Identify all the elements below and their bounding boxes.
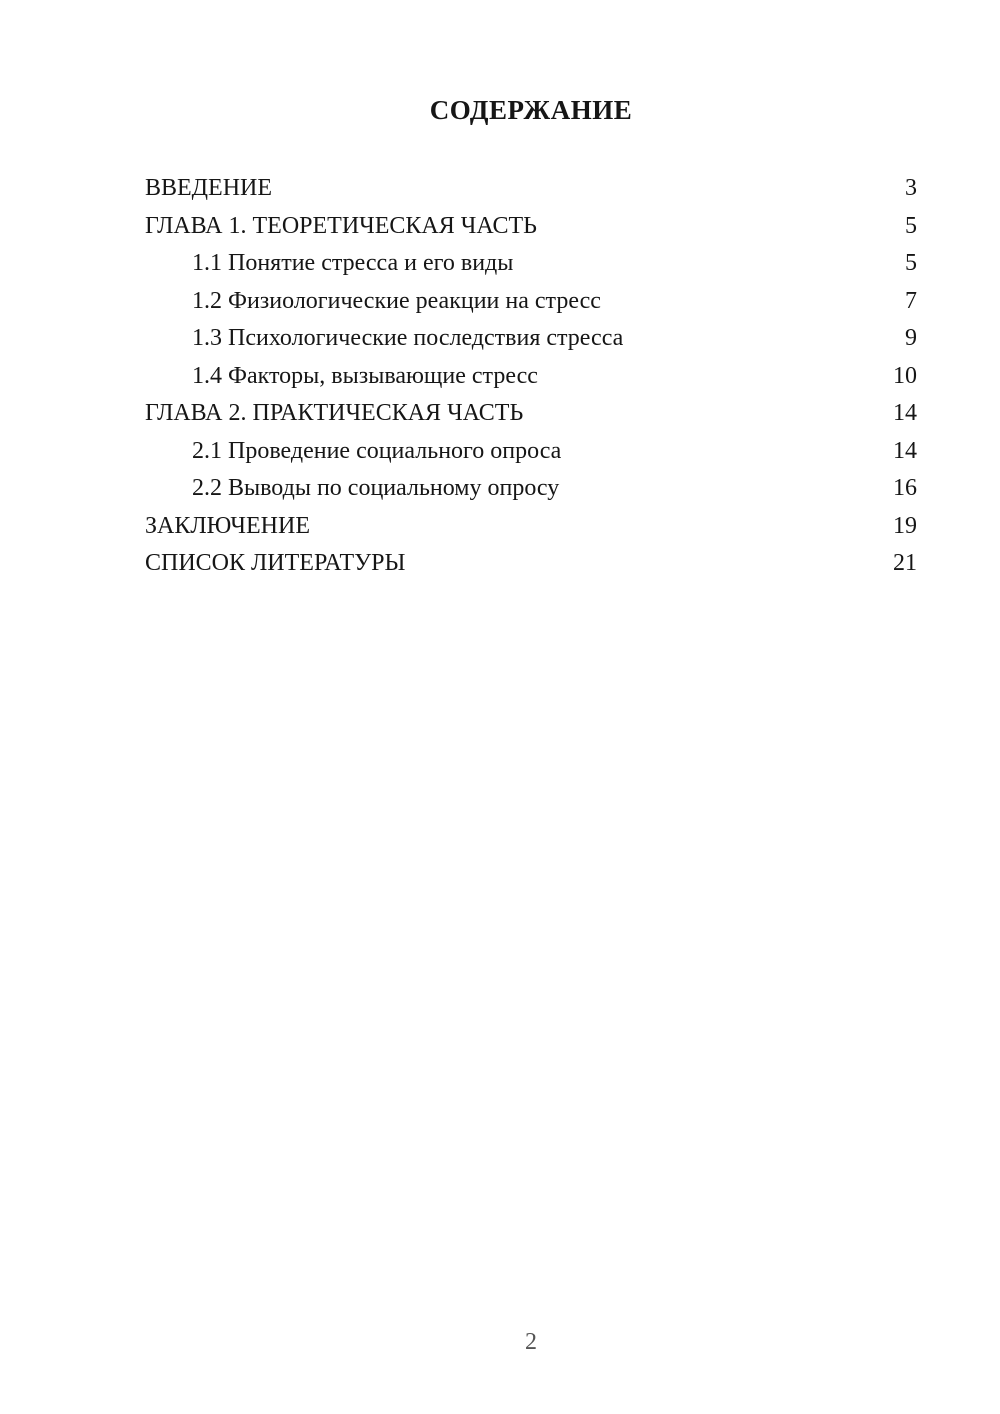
toc-entry [145,208,917,246]
toc-entry-label: СПИСОК ЛИТЕРАТУРЫ [145,550,406,576]
toc-entry [145,470,917,508]
toc-entry-label: ЗАКЛЮЧЕНИЕ [145,512,310,539]
toc-entry-label: ВВЕДЕНИЕ [145,175,273,201]
toc-entry [145,395,917,433]
toc-entry [145,283,917,321]
toc-entry [145,508,917,546]
toc-entry-label: ГЛАВА 2. ПРАКТИЧЕСКАЯ ЧАСТЬ [145,400,524,426]
toc-entry [145,358,917,396]
toc-entry-page-number: 10 [893,362,917,389]
toc-entry [145,545,917,583]
toc-entry-label: 1.3 Психологические последствия стресса [192,325,624,351]
toc-entry-page-number: 9 [905,325,917,351]
toc-entry-label: 1.4 Факторы, вызывающие стресс [192,362,538,389]
toc-list [145,170,917,583]
toc-entry-label: 2.2 Выводы по социальному опросу [192,475,560,501]
toc-entry-page-number: 19 [893,512,917,539]
toc-entry-page-number: 3 [905,175,917,201]
toc-entry-page-number: 7 [905,287,917,314]
footer-page-number: 2 [525,1329,537,1355]
toc-entry-label: 2.1 Проведение социального опроса [192,437,562,464]
toc-entry [145,320,917,358]
toc-entry [145,245,917,283]
toc-entry [145,433,917,471]
toc-entry-label: 1.2 Физиологические реакции на стресс [192,287,601,314]
page-title: СОДЕРЖАНИЕ [429,95,633,125]
toc-entry-page-number: 5 [905,250,917,276]
toc-entry-page-number: 21 [893,550,917,576]
toc-entry-label: 1.1 Понятие стресса и его виды [192,250,514,276]
text-block [145,0,917,583]
toc-entry-label: ГЛАВА 1. ТЕОРЕТИЧЕСКАЯ ЧАСТЬ [145,212,537,239]
toc-entry-page-number: 14 [893,400,917,426]
toc-entry [145,170,917,208]
toc-entry-page-number: 5 [905,212,917,239]
toc-entry-page-number: 14 [893,437,917,464]
toc-entry-page-number: 16 [893,475,917,501]
